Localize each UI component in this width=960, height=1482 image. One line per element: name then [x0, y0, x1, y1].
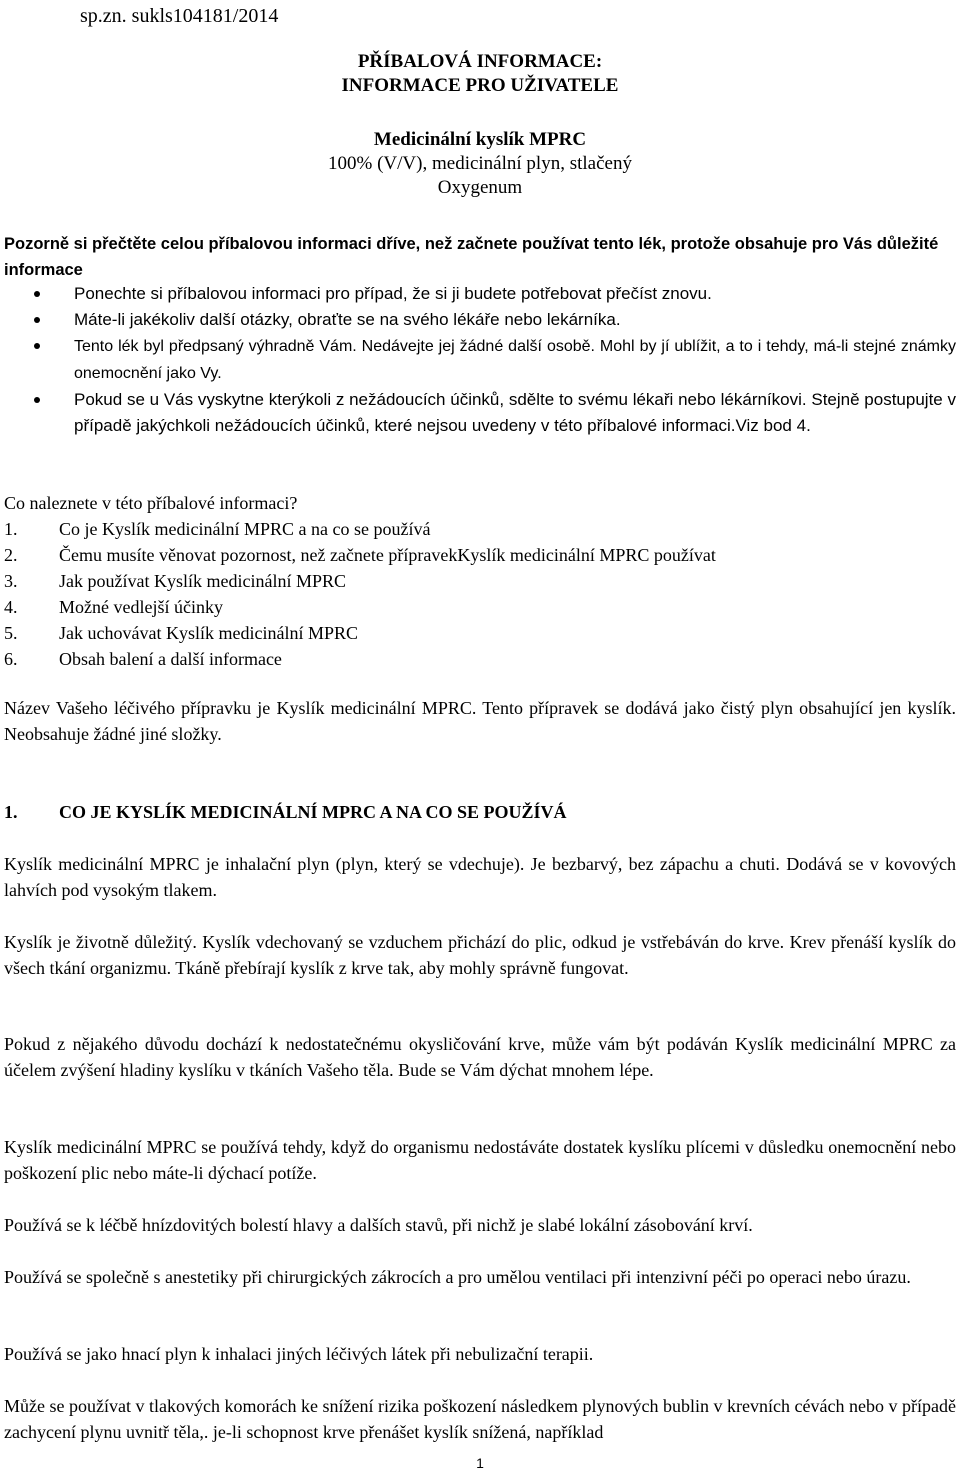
warning-bullet-list [4, 281, 956, 439]
bullet-item [4, 387, 956, 439]
toc-item [4, 620, 954, 646]
toc-item-label: Co je Kyslík medicinální MPRC a na co se používá [59, 519, 431, 539]
table-of-contents [4, 490, 954, 672]
section-paragraph: Kyslík medicinální MPRC se používá tehdy, když do organismu nedostáváte dostatek kyslíku plícemi v důsledku onemocnění nebo poškození plic nebo máte-li dýchací potíže. [4, 1137, 956, 1183]
toc-item [4, 646, 954, 672]
document-title [0, 50, 960, 98]
section-title: CO JE KYSLÍK MEDICINÁLNÍ MPRC A NA CO SE POUŽÍVÁ [59, 802, 567, 822]
product-name: Medicinální kyslík MPRC [373, 129, 587, 150]
toc-item-number: 6. [4, 649, 18, 669]
toc-item-number: 5. [4, 623, 18, 643]
section-paragraph: Používá se jako hnací plyn k inhalaci jiných léčivých látek při nebulizační terapii. [4, 1344, 594, 1364]
toc-item-label: Obsah balení a další informace [59, 649, 282, 669]
bullet-item [4, 281, 956, 307]
toc-item [4, 516, 954, 542]
bullet-icon [34, 397, 40, 403]
section-paragraph: Používá se společně s anestetiky při chirurgických zákrocích a pro umělou ventilaci při intenzivní péči po operaci nebo úrazu. [4, 1267, 911, 1287]
toc-item [4, 542, 954, 568]
toc-item-label: Čemu musíte věnovat pozornost, než začnete přípravekKyslík medicinální MPRC používat [59, 545, 716, 565]
section-number: 1. [4, 802, 18, 822]
bullet-icon [34, 317, 40, 323]
section-paragraph: Může se používat v tlakových komorách ke snížení rizika poškození následkem plynových bublin v krevních cévách nebo v případě zachycení plynu uvnitř těla,. je-li schopnost krve přenášet kyslík snížená, například [4, 1396, 956, 1442]
section-paragraph: Kyslík je životně důležitý. Kyslík vdechovaný se vzduchem přichází do plic, odkud je vstřebáván do krve. Krev přenáší kyslík do všech tkání organizmu. Tkáně přebírají kyslík z krve tak, aby mohly správně fungovat. [4, 932, 956, 978]
product-latin-name: Oxygenum [437, 177, 523, 198]
product-block [0, 128, 960, 200]
toc-item-label: Jak používat Kyslík medicinální MPRC [59, 571, 346, 591]
bullet-icon [34, 343, 40, 349]
bullet-text: Ponechte si příbalovou informaci pro případ, že si ji budete potřebovat přečíst znovu. [74, 284, 712, 303]
bullet-text: Máte-li jakékoliv další otázky, obraťte se na svého lékáře nebo lekárníka. [74, 310, 621, 329]
section-paragraph: Pokud z nějakého důvodu dochází k nedostatečnému okysličování krve, může vám být podáván Kyslík medicinální MPRC za účelem zvýšení hladiny kyslíku v tkáních Vašeho těla. Bude se Vám dýchat mnohem lépe. [4, 1034, 956, 1080]
toc-item [4, 594, 954, 620]
title-line-1: PŘÍBALOVÁ INFORMACE: [357, 51, 603, 72]
section-1-heading [4, 799, 567, 825]
bullet-text: Tento lék byl předpsaný výhradně Vám. Nedávejte jej žádné další osobě. Mohl by jí ublížit, a to i tehdy, má-li stejné známky onemocnění jako Vy. [74, 338, 956, 382]
section-paragraph: Kyslík medicinální MPRC je inhalační plyn (plyn, který se vdechuje). Je bezbarvý, bez zápachu a chuti. Dodává se v kovových lahvích pod vysokým tlakem. [4, 854, 956, 900]
toc-item-number: 1. [4, 519, 18, 539]
bullet-item [4, 307, 956, 333]
page-number: 1 [476, 1455, 484, 1471]
title-line-2: INFORMACE PRO UŽIVATELE [341, 75, 619, 96]
bullet-text: Pokud se u Vás vyskytne kterýkoli z nežádoucích účinků, sdělte to svému lékaři nebo lékárníkovi. Stejně postupujte v případě jakýchkoli nežádoucích účinků, které nejsou uvedeny v této příbalové informaci.Viz bod 4. [74, 390, 956, 435]
toc-item-number: 3. [4, 571, 18, 591]
toc-item-number: 2. [4, 545, 18, 565]
bullet-icon [34, 291, 40, 297]
product-description: 100% (V/V), medicinální plyn, stlačený [328, 153, 632, 174]
intro-paragraph: Název Vašeho léčivého přípravku je Kyslík medicinální MPRC. Tento přípravek se dodává jako čistý plyn obsahující jen kyslík. Neobsahuje žádné jiné složky. [4, 698, 956, 744]
toc-item-label: Jak uchovávat Kyslík medicinální MPRC [59, 623, 358, 643]
toc-item-number: 4. [4, 597, 18, 617]
document-reference: sp.zn. sukls104181/2014 [80, 5, 279, 27]
section-paragraph: Používá se k léčbě hnízdovitých bolestí hlavy a dalších stavů, při nichž je slabé lokální zásobování krví. [4, 1215, 753, 1235]
toc-heading: Co naleznete v této příbalové informaci? [4, 493, 298, 513]
toc-item-label: Možné vedlejší účinky [59, 597, 223, 617]
bullet-item [4, 333, 956, 387]
toc-item [4, 568, 954, 594]
warning-heading: Pozorně si přečtěte celou příbalovou informaci dříve, než začnete používat tento lék, protože obsahuje pro Vás důležité informace [4, 235, 939, 279]
